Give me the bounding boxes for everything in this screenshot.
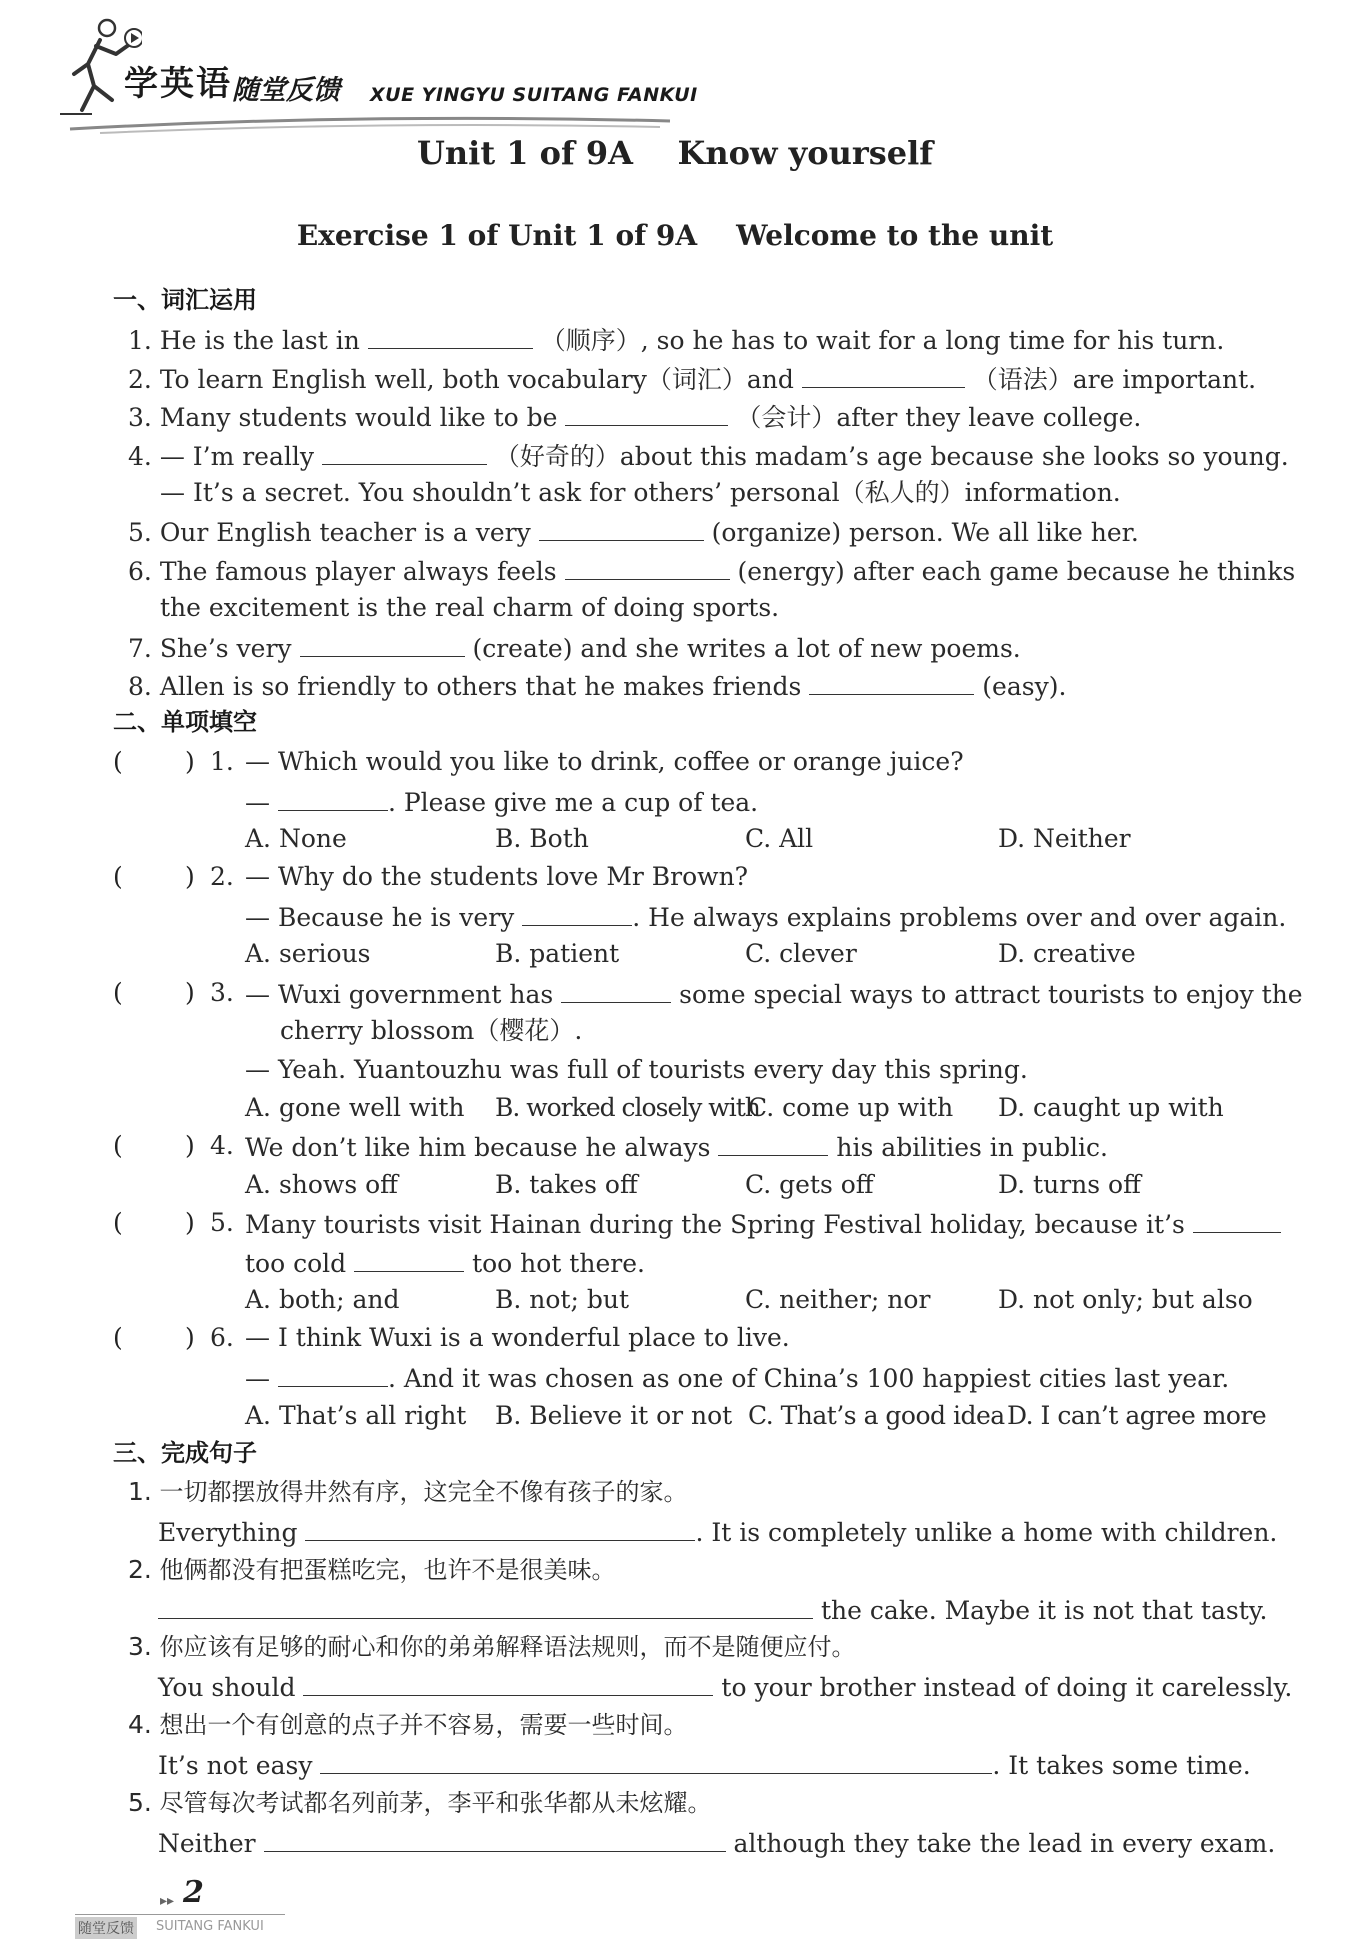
s1-item-1-blank[interactable] (368, 324, 533, 349)
s2-q6-text: — I think Wuxi is a wonderful place to live. (245, 1323, 790, 1352)
s3-item-3-blank[interactable] (303, 1671, 713, 1696)
s2-q1-text: — Which would you like to drink, coffee or orange juice? (245, 747, 964, 776)
footer-tag-en: SUITANG FANKUI (156, 1919, 264, 1934)
s2-q3-line3: — Yeah. Yuantouzhu was full of tourists every day this spring. (245, 1055, 1028, 1084)
header-subtitle-cn: 随堂反馈 (232, 75, 340, 106)
s2-q2-answer-paren-open[interactable]: ( (113, 862, 123, 891)
s1-item-4: 4. — I’m really （好奇的）about this madam’s age because she looks so young. (128, 442, 1289, 471)
s1-item-6: 6. The famous player always feels (energy) after each game because he thinks (128, 557, 1296, 586)
s3-item-2-en: the cake. Maybe it is not that tasty. (158, 1594, 1268, 1626)
s1-item-4-blank[interactable] (322, 440, 487, 465)
s2-q6-blank[interactable] (278, 1362, 388, 1387)
s2-q5-blank-1[interactable] (1193, 1208, 1281, 1233)
s2-q6-answer-paren-open[interactable]: ( (113, 1323, 123, 1352)
s2-q3-answer-paren-open[interactable]: ( (113, 978, 123, 1007)
s2-q2-num: 2. (210, 862, 234, 891)
s2-q5-option-d[interactable]: D. not only; but also (998, 1285, 1253, 1314)
page-number: 2 (183, 1875, 204, 1910)
s1-item-8: 8. Allen is so friendly to others that he makes friends (easy). (128, 672, 1067, 701)
s2-q4-answer-paren-open[interactable]: ( (113, 1131, 123, 1160)
s2-q6-option-c[interactable]: C. That’s a good idea (748, 1401, 1005, 1430)
s2-q4-answer-paren-close: ) (185, 1131, 195, 1160)
s2-q3-option-d[interactable]: D. caught up with (998, 1093, 1224, 1122)
s2-q1-answer-paren-close: ) (185, 747, 195, 776)
s3-item-5-cn: 5. 尽管每次考试都名列前茅，李平和张华都从未炫耀。 (128, 1788, 712, 1817)
s2-q2-option-a[interactable]: A. serious (245, 939, 371, 968)
footer-tag-cn: 随堂反馈 (75, 1917, 137, 1939)
s2-q5-blank-2[interactable] (354, 1247, 464, 1272)
s3-item-2-blank[interactable] (158, 1594, 813, 1619)
s2-q4-option-d[interactable]: D. turns off (998, 1170, 1141, 1199)
header-pinyin: XUE YINGYU SUITANG FANKUI (370, 84, 698, 106)
section3-heading: 三、完成句子 (113, 1439, 257, 1467)
s2-q5-answer-paren-open[interactable]: ( (113, 1208, 123, 1237)
s3-item-1-en: Everything . It is completely unlike a home with children. (158, 1518, 1278, 1547)
s2-q2-option-d[interactable]: D. creative (998, 939, 1136, 968)
s1-item-6-blank[interactable] (565, 555, 730, 580)
s2-q5-option-c[interactable]: C. neither; nor (745, 1285, 931, 1314)
exercise-title: Exercise 1 of Unit 1 of 9A Welcome to the unit (296, 219, 1054, 252)
s2-q3-option-a[interactable]: A. gone well with (245, 1093, 465, 1122)
header-swoosh-decoration (60, 95, 680, 135)
s2-q6-option-a[interactable]: A. That’s all right (245, 1401, 467, 1430)
s2-q2-option-c[interactable]: C. clever (745, 939, 857, 968)
s1-item-8-blank[interactable] (809, 670, 974, 695)
section1-heading: 一、词汇运用 (113, 286, 257, 314)
s1-item-1: 1. He is the last in （顺序）, so he has to wait for a long time for his turn. (128, 326, 1225, 355)
s2-q4-option-a[interactable]: A. shows off (245, 1170, 398, 1199)
s1-item-5-blank[interactable] (539, 516, 704, 541)
s2-q1-num: 1. (210, 747, 234, 776)
s2-q3-line2: cherry blossom（樱花）. (280, 1016, 583, 1045)
s2-q3-text: — Wuxi government has some special ways to attract tourists to enjoy the (245, 980, 1303, 1009)
s2-q1-option-d[interactable]: D. Neither (998, 824, 1131, 853)
s3-item-2-cn: 2. 他俩都没有把蛋糕吃完，也许不是很美味。 (128, 1555, 616, 1584)
s1-item-7: 7. She’s very (create) and she writes a lot of new poems. (128, 634, 1021, 663)
s3-item-1-blank[interactable] (305, 1516, 695, 1541)
s2-q4-option-c[interactable]: C. gets off (745, 1170, 874, 1199)
s2-q6-line2: — . And it was chosen as one of China’s 100 happiest cities last year. (245, 1364, 1230, 1393)
s2-q2-answer-paren-close: ) (185, 862, 195, 891)
s3-item-4-cn: 4. 想出一个有创意的点子并不容易，需要一些时间。 (128, 1710, 688, 1739)
s2-q1-option-a[interactable]: A. None (245, 824, 347, 853)
s1-item-2: 2. To learn English well, both vocabulary（词汇）and （语法）are important. (128, 365, 1257, 394)
s2-q2-option-b[interactable]: B. patient (495, 939, 620, 968)
s2-q5-option-b[interactable]: B. not; but (495, 1285, 629, 1314)
footer-divider (75, 1914, 285, 1915)
s2-q5-text: Many tourists visit Hainan during the Spring Festival holiday, because it’s (245, 1208, 1281, 1240)
unit-title: Unit 1 of 9A Know yourself (416, 134, 934, 172)
s2-q6-num: 6. (210, 1323, 234, 1352)
s3-item-3-cn: 3. 你应该有足够的耐心和你的弟弟解释语法规则，而不是随便应付。 (128, 1632, 856, 1661)
s2-q3-blank[interactable] (561, 978, 671, 1003)
s2-q4-option-b[interactable]: B. takes off (495, 1170, 638, 1199)
s2-q6-answer-paren-close: ) (185, 1323, 195, 1352)
s2-q4-blank[interactable] (718, 1131, 828, 1156)
s3-item-4-blank[interactable] (320, 1749, 992, 1774)
s1-item-4-line2: — It’s a secret. You shouldn’t ask for others’ personal（私人的）information. (160, 478, 1121, 507)
s2-q6-option-d[interactable]: D. I can’t agree more (1007, 1401, 1267, 1430)
s3-item-3-en: You should to your brother instead of doing it carelessly. (158, 1673, 1293, 1702)
s2-q2-line2: — Because he is very . He always explains problems over and over again. (245, 903, 1287, 932)
s2-q3-num: 3. (210, 978, 234, 1007)
s2-q1-blank[interactable] (278, 786, 388, 811)
s2-q1-line2: — . Please give me a cup of tea. (245, 788, 759, 817)
s1-item-7-blank[interactable] (300, 632, 465, 657)
footer-arrow-icon: ▸▸ (160, 1893, 175, 1909)
s3-item-5-en: Neither although they take the lead in every exam. (158, 1829, 1276, 1858)
s2-q5-line2: too cold too hot there. (245, 1249, 645, 1278)
s2-q2-text: — Why do the students love Mr Brown? (245, 862, 749, 891)
s2-q6-option-b[interactable]: B. Believe it or not (495, 1401, 733, 1430)
s2-q5-option-a[interactable]: A. both; and (245, 1285, 400, 1314)
s2-q1-answer-paren-open[interactable]: ( (113, 747, 123, 776)
s2-q1-option-b[interactable]: B. Both (495, 824, 589, 853)
s1-item-6-line2: the excitement is the real charm of doing sports. (160, 593, 780, 622)
section2-heading: 二、单项填空 (113, 708, 257, 736)
s1-item-3-blank[interactable] (565, 401, 728, 426)
s2-q2-blank[interactable] (522, 901, 632, 926)
s3-item-5-blank[interactable] (264, 1827, 726, 1852)
s3-item-1-cn: 1. 一切都摆放得井然有序，这完全不像有孩子的家。 (128, 1477, 688, 1506)
s2-q5-answer-paren-close: ) (185, 1208, 195, 1237)
s3-item-4-en: It’s not easy . It takes some time. (158, 1751, 1251, 1780)
s2-q1-option-c[interactable]: C. All (745, 824, 814, 853)
s2-q3-option-c[interactable]: C. come up with (748, 1093, 954, 1122)
s1-item-2-blank[interactable] (802, 363, 965, 388)
s2-q3-answer-paren-close: ) (185, 978, 195, 1007)
s1-item-3: 3. Many students would like to be （会计）after they leave college. (128, 403, 1142, 432)
s2-q3-option-b[interactable]: B. worked closely with (495, 1093, 760, 1122)
header-title-cn: 学英语 (124, 64, 232, 104)
s2-q4-text: We don’t like him because he always his abilities in public. (245, 1133, 1108, 1162)
s2-q5-num: 5. (210, 1208, 234, 1237)
s1-item-5: 5. Our English teacher is a very (organize) person. We all like her. (128, 518, 1139, 547)
s2-q4-num: 4. (210, 1131, 234, 1160)
